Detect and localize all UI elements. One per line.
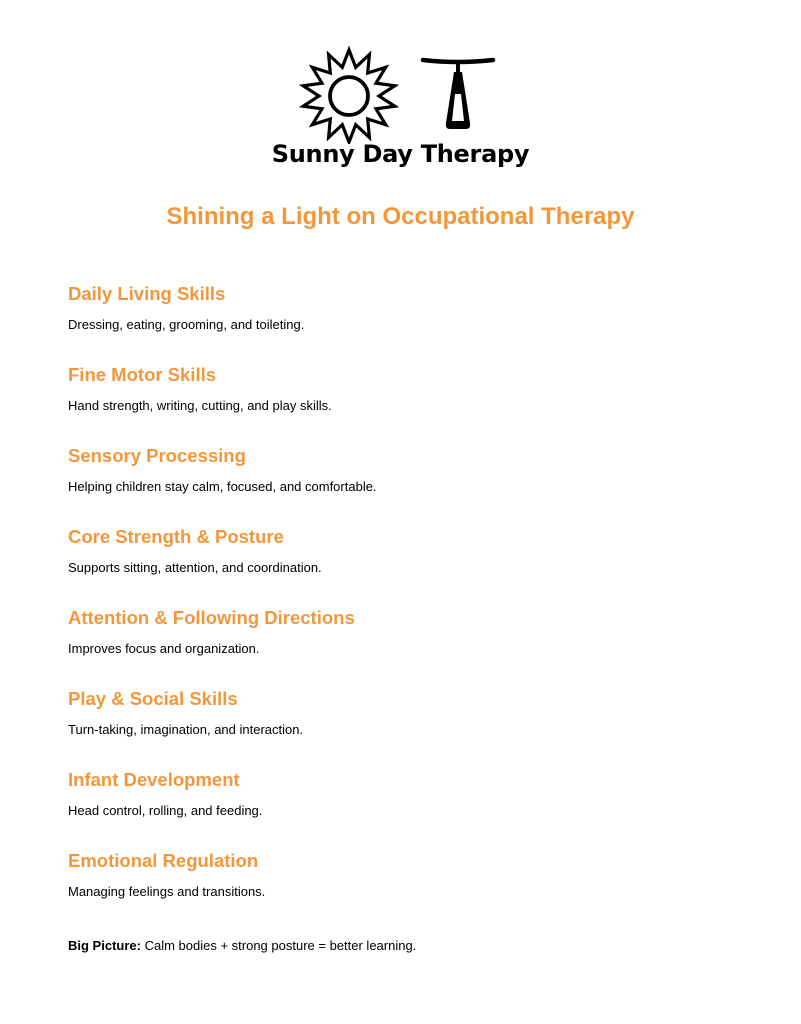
big-picture xyxy=(68,938,416,954)
section-heading: Daily Living Skills xyxy=(68,283,226,304)
logo xyxy=(0,44,801,174)
section-description: Helping children stay calm, focused, and comfortable. xyxy=(68,479,377,494)
section-heading: Emotional Regulation xyxy=(68,850,259,871)
section-heading: Infant Development xyxy=(68,769,240,790)
section-play-social xyxy=(68,687,748,768)
section-emotional xyxy=(68,849,748,930)
section-description: Improves focus and organization. xyxy=(68,641,260,656)
section-description: Supports sitting, attention, and coordination. xyxy=(68,560,322,575)
section-heading: Fine Motor Skills xyxy=(68,364,217,385)
section-heading: Play & Social Skills xyxy=(68,688,238,709)
skills-list xyxy=(68,282,748,930)
section-heading: Sensory Processing xyxy=(68,445,246,466)
section-description: Managing feelings and transitions. xyxy=(68,884,266,899)
section-description: Head control, rolling, and feeding. xyxy=(68,803,263,818)
section-heading: Attention & Following Directions xyxy=(68,607,355,628)
big-picture-label: Big Picture: xyxy=(68,938,141,953)
section-description: Hand strength, writing, cutting, and play skills. xyxy=(68,398,332,413)
section-description: Dressing, eating, grooming, and toileting. xyxy=(68,317,305,332)
sun-icon xyxy=(303,50,395,142)
logo-art xyxy=(283,44,503,144)
section-heading: Core Strength & Posture xyxy=(68,526,284,547)
big-picture-text: Calm bodies + strong posture = better learning. xyxy=(140,938,417,953)
section-fine-motor xyxy=(68,363,748,444)
page-title: Shining a Light on Occupational Therapy xyxy=(166,203,635,230)
lamp-icon xyxy=(423,60,493,129)
logo-text: Sunny Day Therapy xyxy=(271,140,530,168)
section-attention xyxy=(68,606,748,687)
section-daily-living xyxy=(68,282,748,363)
section-core-strength xyxy=(68,525,748,606)
section-infant xyxy=(68,768,748,849)
section-description: Turn-taking, imagination, and interaction. xyxy=(68,722,304,737)
section-sensory xyxy=(68,444,748,525)
